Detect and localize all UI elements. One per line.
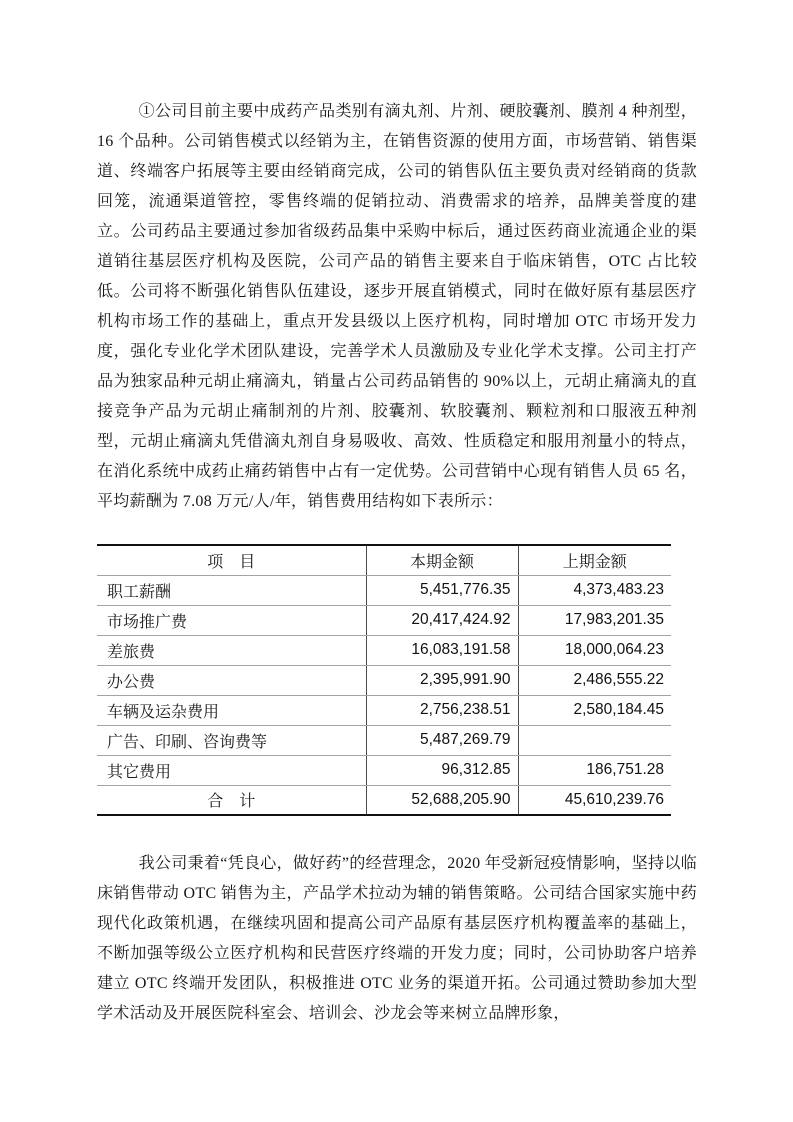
row-prior-value: 2,486,555.22 <box>518 665 671 695</box>
paragraph-business-strategy: 我公司秉着“凭良心，做好药”的经营理念，2020 年受新冠疫情影响，坚持以临床销售带动 OTC 销售为主，产品学术拉动为辅的销售策略。公司结合国家实施中药现代化政策机遇，在继续巩固和提高公司产品原有基层医疗机构覆盖率的基础上，不断加强等级公立医疗机构和民营医疗终端的开发力度；同时，公司协助客户培养建立 OTC 终端开发团队，积极推进 OTC 业务的渠道开拓。公司通过赞助参加大型学术活动及开展医院科室会、培训会、沙龙会等来树立品牌形象， <box>97 855 697 1022</box>
row-prior-value: 18,000,064.23 <box>518 635 671 665</box>
table-row <box>97 575 671 605</box>
row-prior-value: 186,751.28 <box>518 755 671 785</box>
total-prior-value: 45,610,239.76 <box>518 785 671 815</box>
row-item-label: 办公费 <box>97 665 366 695</box>
row-item-label: 职工薪酬 <box>97 575 366 605</box>
row-item-label: 广告、印刷、咨询费等 <box>97 725 366 755</box>
row-current-value: 2,395,991.90 <box>366 665 518 695</box>
row-item-label: 车辆及运杂费用 <box>97 695 366 725</box>
header-prior-amount: 上期金额 <box>518 545 671 575</box>
table-row <box>97 605 671 635</box>
table-row <box>97 665 671 695</box>
table-row <box>97 755 671 785</box>
paragraph-sales-model: ①公司目前主要中成药产品类别有滴丸剂、片剂、硬胶囊剂、膜剂 4 种剂型，16 个品种。公司销售模式以经销为主，在销售资源的使用方面，市场营销、销售渠道、终端客户拓展等主要由经销商完成，公司的销售队伍主要负责对经销商的货款回笼，流通渠道管控，零售终端的促销拉动、消费需求的培养，品牌美誉度的建立。公司药品主要通过参加省级药品集中采购中标后，通过医药商业流通企业的渠道销往基层医疗机构及医院，公司产品的销售主要来自于临床销售，OTC 占比较低。公司将不断强化销售队伍建设，逐步开展直销模式，同时在做好原有基层医疗机构市场工作的基础上，重点开发县级以上医疗机构，同时增加 OTC 市场开发力度，强化专业化学术团队建设，完善学术人员激励及专业化学术支撑。公司主打产品为独家品种元胡止痛滴丸，销量占公司药品销售的 90%以上，元胡止痛滴丸的直接竞争产品为元胡止痛制剂的片剂、胶囊剂、软胶囊剂、颗粒剂和口服液五种剂型，元胡止痛滴丸凭借滴丸剂自身易吸收、高效、性质稳定和服用剂量小的特点，在消化系统中成药止痛药销售中占有一定优势。公司营销中心现有销售人员 65 名，平均薪酬为 7.08 万元/人/年，销售费用结构如下表所示： <box>97 103 697 510</box>
row-current-value: 2,756,238.51 <box>366 695 518 725</box>
row-current-value: 96,312.85 <box>366 755 518 785</box>
header-current-amount: 本期金额 <box>366 545 518 575</box>
total-current-value: 52,688,205.90 <box>366 785 518 815</box>
row-item-label: 差旅费 <box>97 635 366 665</box>
row-current-value: 5,487,269.79 <box>366 725 518 755</box>
table-total-row <box>97 785 671 815</box>
row-item-label: 市场推广费 <box>97 605 366 635</box>
table-header-row <box>97 545 671 575</box>
row-prior-value: 4,373,483.23 <box>518 575 671 605</box>
row-prior-value: 2,580,184.45 <box>518 695 671 725</box>
header-item: 项 目 <box>97 545 366 575</box>
row-current-value: 16,083,191.58 <box>366 635 518 665</box>
row-prior-value <box>518 725 671 755</box>
row-current-value: 20,417,424.92 <box>366 605 518 635</box>
table-row <box>97 725 671 755</box>
total-label: 合 计 <box>207 793 256 811</box>
table-row <box>97 695 671 725</box>
row-item-label: 其它费用 <box>97 755 366 785</box>
sales-expense-table <box>97 544 671 816</box>
row-current-value: 5,451,776.35 <box>366 575 518 605</box>
row-prior-value: 17,983,201.35 <box>518 605 671 635</box>
table-row <box>97 635 671 665</box>
